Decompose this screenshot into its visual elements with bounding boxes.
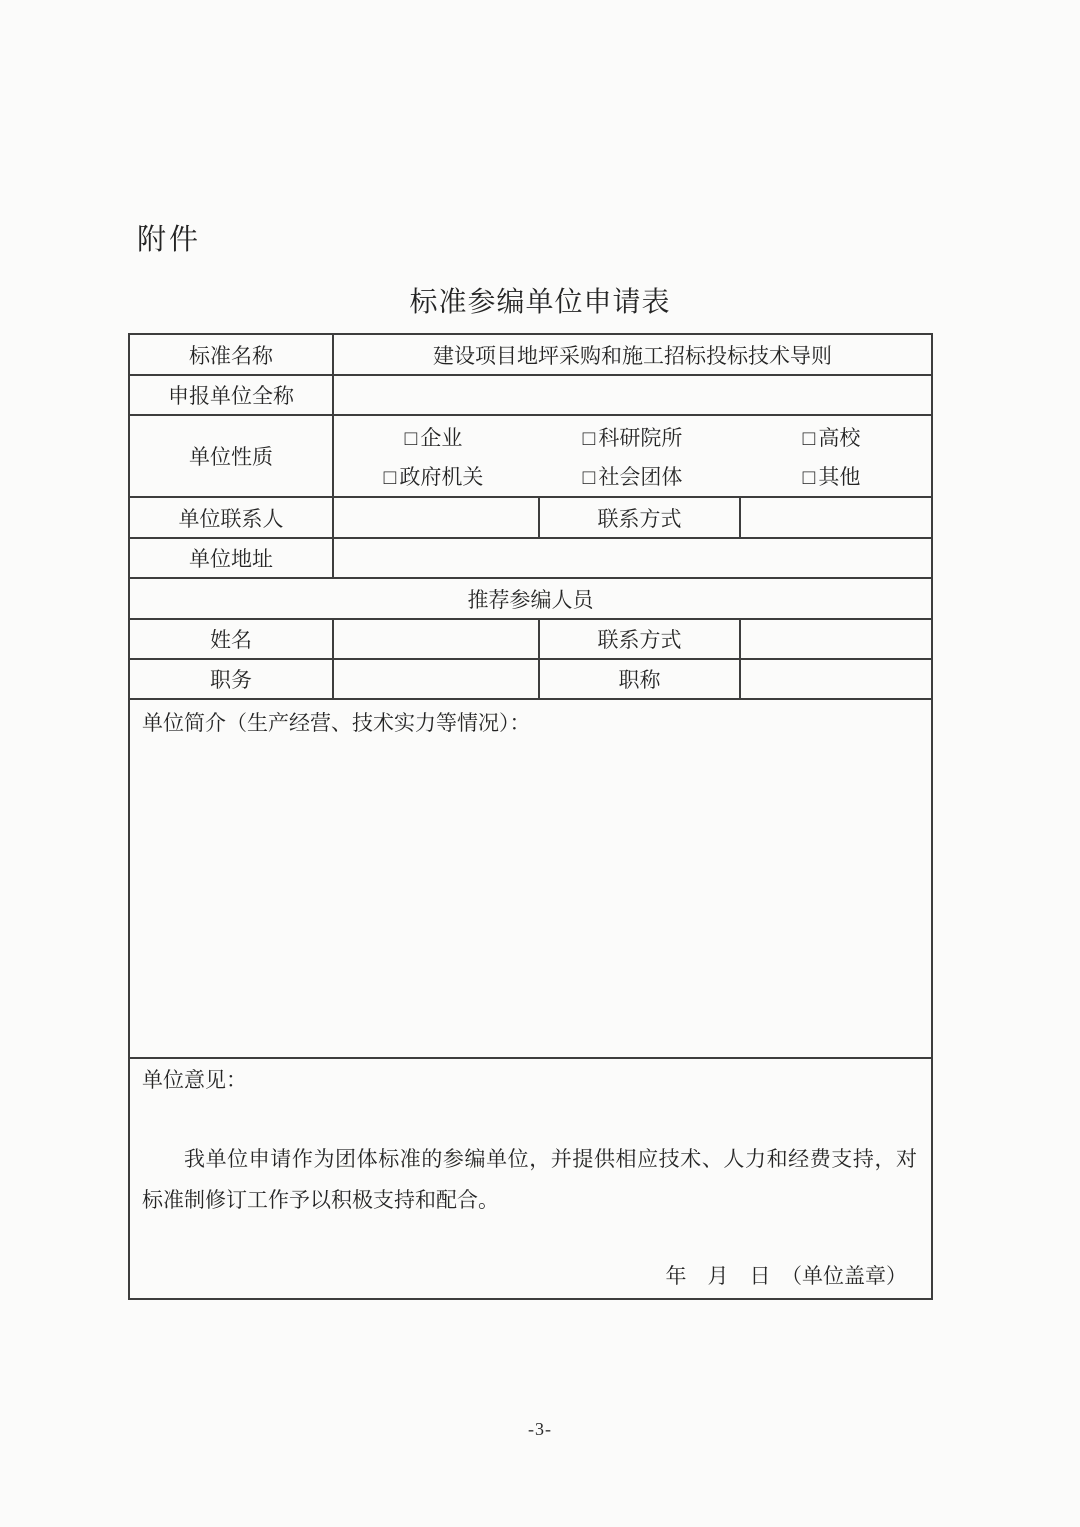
standard-name-label: 标准名称 [129,334,333,375]
person-duty-value-cell [333,659,539,699]
application-form-table [128,333,933,1300]
person-contact-label: 联系方式 [539,619,740,659]
row-unit-contact [129,497,932,538]
checkbox-option-label: 科研院所 [598,425,683,450]
checkbox-option-label: 社会团体 [598,464,683,489]
row-recommend-section [129,578,932,619]
row-unit-profile [129,699,932,1058]
unit-profile-label: 单位简介（生产经营、技术实力等情况）： [142,711,531,735]
unit-contact-value-cell [333,497,539,538]
checkbox-icon: □ [582,464,596,489]
checkbox-option-label: 企业 [420,425,463,450]
row-unit-address [129,538,932,578]
checkbox-option-government [384,461,484,491]
unit-contact-method-value-cell [740,497,932,538]
opinion-statement: 我单位申请作为团体标准的参编单位，并提供相应技术、人力和经费支持，对标准制修订工作予以积极支持和配合。 [142,1147,918,1213]
date-stamp-line: 年 月 日 （单位盖章） [665,1264,908,1288]
unit-nature-options [334,417,931,495]
unit-address-label: 单位地址 [129,538,333,578]
checkbox-icon: □ [802,464,816,489]
person-title-label: 职称 [539,659,740,699]
unit-nature-label: 单位性质 [129,415,333,497]
checkbox-option-label: 其他 [818,464,861,489]
checkbox-icon: □ [383,464,397,489]
standard-name-value: 建设项目地坪采购和施工招标投标技术导则 [333,334,932,375]
row-standard-name [129,334,932,375]
row-applicant-unit [129,375,932,415]
applicant-unit-label: 申报单位全称 [129,375,333,415]
unit-contact-label: 单位联系人 [129,497,333,538]
unit-opinion-label: 单位意见： [142,1068,247,1092]
checkbox-option-other [803,461,861,491]
checkbox-option-social-organization [583,461,683,491]
checkbox-option-university [803,422,861,452]
row-unit-opinion [129,1058,932,1299]
person-contact-value-cell [740,619,932,659]
recommend-section-header: 推荐参编人员 [129,578,932,619]
unit-opinion-cell [129,1058,932,1299]
checkbox-option-research-institute [583,422,683,452]
checkbox-icon: □ [802,425,816,450]
checkbox-option-enterprise [405,422,463,452]
checkbox-option-label: 政府机关 [399,464,484,489]
attachment-label: 附件 [137,224,202,256]
checkbox-icon: □ [404,425,418,450]
person-name-value-cell [333,619,539,659]
checkbox-option-label: 高校 [818,425,861,450]
unit-address-value-cell [333,538,932,578]
checkbox-icon: □ [582,425,596,450]
person-duty-label: 职务 [129,659,333,699]
person-name-label: 姓名 [129,619,333,659]
unit-contact-method-label: 联系方式 [539,497,740,538]
person-title-value-cell [740,659,932,699]
row-person-duty [129,659,932,699]
row-person-name [129,619,932,659]
applicant-unit-value-cell [333,375,932,415]
form-title: 标准参编单位申请表 [409,287,671,318]
row-unit-nature [129,415,932,497]
unit-profile-cell [129,699,932,1058]
unit-nature-options-cell [333,415,932,497]
page-number: -3- [528,1419,552,1439]
